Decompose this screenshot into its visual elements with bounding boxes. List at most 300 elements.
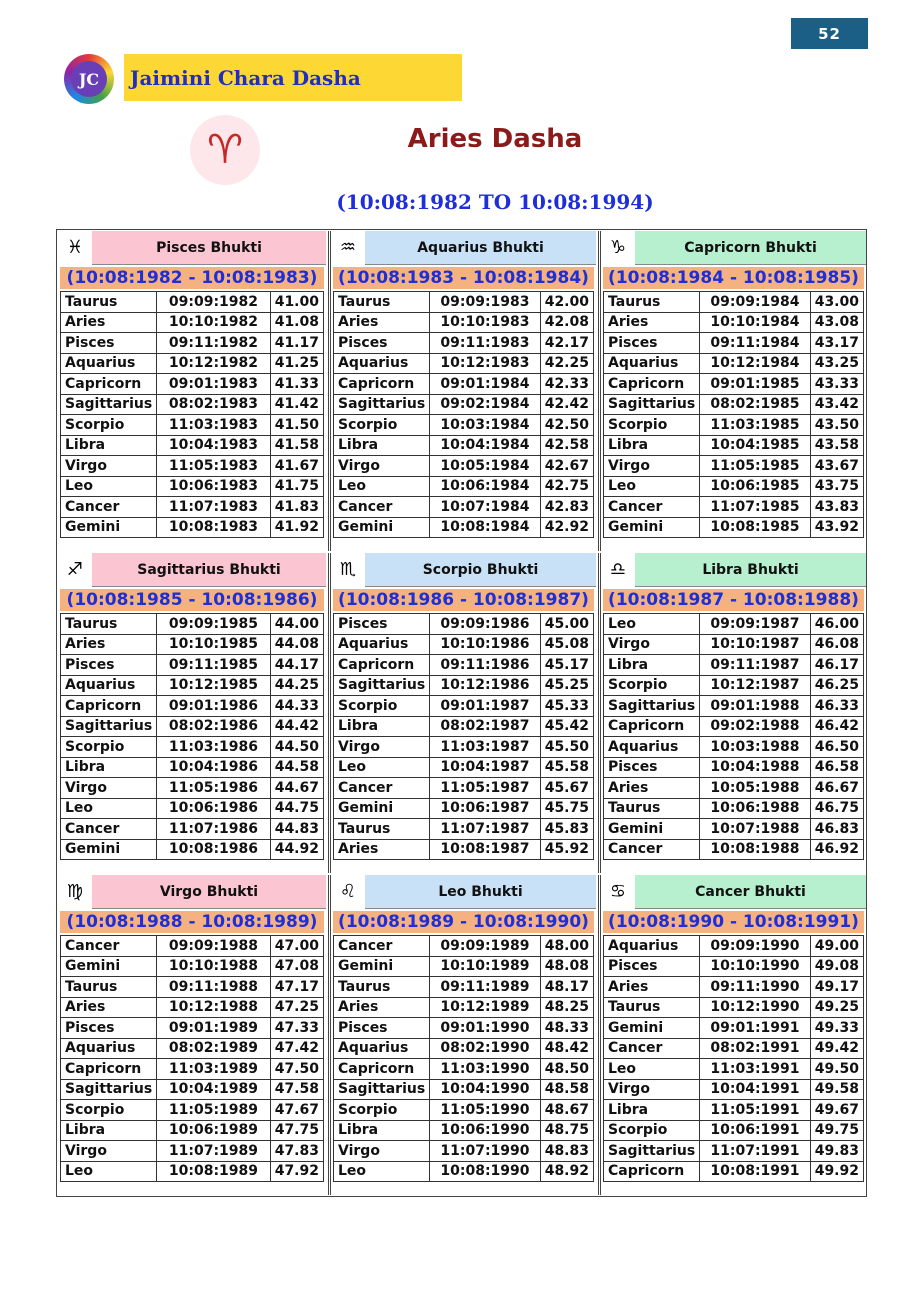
age-cell: 43.00: [810, 292, 863, 313]
date-cell: 10:08:1986: [157, 839, 271, 860]
table-row: [334, 655, 594, 676]
bhukti-table: [603, 935, 864, 1182]
date-cell: 11:05:1989: [157, 1100, 271, 1121]
age-cell: 46.00: [810, 614, 863, 635]
table-row: [61, 819, 324, 840]
age-cell: 47.67: [270, 1100, 323, 1121]
age-cell: 46.17: [810, 655, 863, 676]
bhukti-title: Capricorn Bhukti: [684, 239, 817, 256]
age-cell: 41.42: [270, 394, 323, 415]
table-row: [334, 497, 594, 518]
age-cell: 42.00: [540, 292, 593, 313]
table-row: [334, 696, 594, 717]
date-cell: 08:02:1983: [157, 394, 271, 415]
table-row: [604, 476, 864, 497]
age-cell: 49.83: [810, 1141, 863, 1162]
sign-cell: Capricorn: [61, 696, 157, 717]
sign-cell: Libra: [334, 435, 430, 456]
sign-cell: Scorpio: [604, 415, 700, 436]
table-row: [334, 312, 594, 333]
table-row: [61, 394, 324, 415]
bhukti-table: [603, 613, 864, 860]
date-cell: 10:10:1990: [700, 956, 811, 977]
sign-cell: Pisces: [604, 956, 700, 977]
table-row: [334, 394, 594, 415]
table-row: [334, 1161, 594, 1182]
age-cell: 47.58: [270, 1079, 323, 1100]
sign-cell: Libra: [604, 655, 700, 676]
bhukti-range: (10:08:1985 - 10:08:1986): [60, 589, 324, 611]
sign-cell: Libra: [334, 716, 430, 737]
age-cell: 43.08: [810, 312, 863, 333]
table-row: [604, 655, 864, 676]
date-cell: 10:04:1986: [157, 757, 271, 778]
age-cell: 46.83: [810, 819, 863, 840]
sign-cell: Capricorn: [334, 655, 430, 676]
age-cell: 43.33: [810, 374, 863, 395]
table-row: [61, 292, 324, 313]
date-cell: 10:06:1983: [157, 476, 271, 497]
bhukti-header: [58, 553, 326, 587]
age-cell: 45.08: [540, 634, 593, 655]
date-cell: 10:10:1988: [157, 956, 271, 977]
sign-cell: Aries: [604, 778, 700, 799]
date-cell: 10:08:1988: [700, 839, 811, 860]
table-row: [334, 333, 594, 354]
age-cell: 45.50: [540, 737, 593, 758]
sign-cell: Cancer: [334, 778, 430, 799]
table-row: [61, 936, 324, 957]
table-row: [61, 1059, 324, 1080]
date-cell: 09:01:1986: [157, 696, 271, 717]
sign-cell: Scorpio: [61, 415, 157, 436]
table-row: [334, 614, 594, 635]
date-cell: 09:09:1989: [430, 936, 541, 957]
bhukti-block: [328, 875, 596, 1195]
date-cell: 09:09:1987: [700, 614, 811, 635]
age-cell: 49.58: [810, 1079, 863, 1100]
sign-cell: Pisces: [334, 333, 430, 354]
table-row: [604, 333, 864, 354]
date-cell: 09:11:1982: [157, 333, 271, 354]
table-row: [61, 977, 324, 998]
sign-cell: Aquarius: [334, 1038, 430, 1059]
age-cell: 47.25: [270, 997, 323, 1018]
table-row: [61, 655, 324, 676]
age-cell: 42.42: [540, 394, 593, 415]
date-cell: 11:05:1991: [700, 1100, 811, 1121]
date-cell: 10:08:1989: [157, 1161, 271, 1182]
age-cell: 49.33: [810, 1018, 863, 1039]
bhukti-range: (10:08:1986 - 10:08:1987): [333, 589, 594, 611]
age-cell: 45.75: [540, 798, 593, 819]
bhukti-header: [601, 875, 866, 909]
sign-cell: Aquarius: [334, 634, 430, 655]
date-cell: 10:04:1984: [430, 435, 541, 456]
age-cell: 45.92: [540, 839, 593, 860]
age-cell: 43.25: [810, 353, 863, 374]
age-cell: 46.33: [810, 696, 863, 717]
date-cell: 09:09:1986: [430, 614, 541, 635]
age-cell: 41.58: [270, 435, 323, 456]
date-cell: 09:09:1984: [700, 292, 811, 313]
date-cell: 08:02:1989: [157, 1038, 271, 1059]
table-row: [604, 1141, 864, 1162]
age-cell: 49.50: [810, 1059, 863, 1080]
date-cell: 10:10:1984: [700, 312, 811, 333]
bhukti-range: (10:08:1982 - 10:08:1983): [60, 267, 324, 289]
sign-cell: Virgo: [604, 456, 700, 477]
sign-cell: Aquarius: [604, 353, 700, 374]
table-row: [61, 517, 324, 538]
sign-cell: Sagittarius: [61, 1079, 157, 1100]
sign-cell: Virgo: [604, 1079, 700, 1100]
age-cell: 48.08: [540, 956, 593, 977]
date-cell: 08:02:1990: [430, 1038, 541, 1059]
table-row: [604, 675, 864, 696]
date-cell: 11:07:1985: [700, 497, 811, 518]
sign-cell: Leo: [61, 1161, 157, 1182]
date-cell: 09:11:1989: [430, 977, 541, 998]
table-row: [61, 497, 324, 518]
table-row: [61, 839, 324, 860]
sign-cell: Scorpio: [334, 415, 430, 436]
date-cell: 11:03:1983: [157, 415, 271, 436]
table-row: [61, 614, 324, 635]
date-cell: 10:10:1982: [157, 312, 271, 333]
bhukti-header: [601, 553, 866, 587]
table-row: [604, 1161, 864, 1182]
date-cell: 08:02:1987: [430, 716, 541, 737]
age-cell: 49.67: [810, 1100, 863, 1121]
sign-cell: Leo: [334, 476, 430, 497]
age-cell: 49.17: [810, 977, 863, 998]
table-row: [334, 997, 594, 1018]
table-row: [61, 1161, 324, 1182]
date-cell: 10:06:1986: [157, 798, 271, 819]
age-cell: 42.08: [540, 312, 593, 333]
age-cell: 44.08: [270, 634, 323, 655]
table-row: [61, 1100, 324, 1121]
sign-cell: Pisces: [61, 333, 157, 354]
table-row: [604, 1038, 864, 1059]
age-cell: 46.25: [810, 675, 863, 696]
age-cell: 43.17: [810, 333, 863, 354]
sign-cell: Leo: [604, 1059, 700, 1080]
sign-cell: Aquarius: [604, 737, 700, 758]
date-cell: 10:06:1991: [700, 1120, 811, 1141]
table-row: [334, 819, 594, 840]
bhukti-title: Scorpio Bhukti: [422, 561, 539, 578]
sign-cell: Pisces: [334, 614, 430, 635]
dasha-title: Aries Dasha: [407, 124, 583, 154]
age-cell: 43.58: [810, 435, 863, 456]
table-row: [61, 757, 324, 778]
table-row: [334, 1018, 594, 1039]
age-cell: 47.75: [270, 1120, 323, 1141]
date-cell: 09:09:1988: [157, 936, 271, 957]
sign-cell: Taurus: [334, 977, 430, 998]
table-row: [334, 374, 594, 395]
date-cell: 10:08:1991: [700, 1161, 811, 1182]
age-cell: 47.33: [270, 1018, 323, 1039]
table-row: [334, 778, 594, 799]
sign-cell: Virgo: [334, 456, 430, 477]
sagittarius-icon: ♐: [58, 553, 92, 587]
sign-cell: Leo: [61, 798, 157, 819]
date-cell: 10:05:1984: [430, 456, 541, 477]
table-row: [61, 737, 324, 758]
age-cell: 43.67: [810, 456, 863, 477]
table-row: [604, 415, 864, 436]
age-cell: 47.00: [270, 936, 323, 957]
table-row: [61, 696, 324, 717]
table-row: [334, 1059, 594, 1080]
age-cell: 43.42: [810, 394, 863, 415]
sign-cell: Taurus: [604, 997, 700, 1018]
date-cell: 09:01:1991: [700, 1018, 811, 1039]
table-row: [61, 415, 324, 436]
date-cell: 09:01:1988: [700, 696, 811, 717]
bhukti-title: Aquarius Bhukti: [417, 239, 544, 256]
age-cell: 44.42: [270, 716, 323, 737]
bhukti-block: [328, 231, 596, 551]
table-row: [61, 997, 324, 1018]
date-cell: 10:08:1984: [430, 517, 541, 538]
bhukti-title: Libra Bhukti: [702, 561, 799, 578]
age-cell: 49.42: [810, 1038, 863, 1059]
date-cell: 10:06:1989: [157, 1120, 271, 1141]
sign-cell: Sagittarius: [61, 394, 157, 415]
sign-cell: Aries: [604, 977, 700, 998]
sign-cell: Cancer: [61, 819, 157, 840]
sign-cell: Libra: [334, 1120, 430, 1141]
age-cell: 46.67: [810, 778, 863, 799]
date-cell: 10:12:1986: [430, 675, 541, 696]
table-row: [334, 415, 594, 436]
date-cell: 10:08:1987: [430, 839, 541, 860]
sign-cell: Gemini: [61, 517, 157, 538]
bhukti-block: [58, 553, 326, 873]
table-row: [61, 634, 324, 655]
banner-title: Jaimini Chara Dasha: [130, 65, 361, 90]
sign-cell: Libra: [61, 435, 157, 456]
sign-cell: Taurus: [604, 798, 700, 819]
age-cell: 45.33: [540, 696, 593, 717]
table-row: [334, 956, 594, 977]
sign-cell: Gemini: [334, 517, 430, 538]
table-row: [334, 1141, 594, 1162]
table-row: [334, 517, 594, 538]
sign-cell: Cancer: [61, 497, 157, 518]
date-cell: 10:04:1983: [157, 435, 271, 456]
table-row: [604, 353, 864, 374]
age-cell: 48.75: [540, 1120, 593, 1141]
sign-cell: Scorpio: [334, 1100, 430, 1121]
sign-cell: Cancer: [61, 936, 157, 957]
age-cell: 41.00: [270, 292, 323, 313]
sign-cell: Aquarius: [61, 353, 157, 374]
age-cell: 47.17: [270, 977, 323, 998]
age-cell: 45.83: [540, 819, 593, 840]
age-cell: 48.58: [540, 1079, 593, 1100]
table-row: [334, 292, 594, 313]
sign-cell: Libra: [61, 757, 157, 778]
age-cell: 49.25: [810, 997, 863, 1018]
table-row: [334, 798, 594, 819]
sign-cell: Sagittarius: [604, 394, 700, 415]
sign-cell: Taurus: [61, 977, 157, 998]
bhukti-title: Cancer Bhukti: [695, 883, 806, 900]
sign-cell: Gemini: [61, 956, 157, 977]
age-cell: 44.92: [270, 839, 323, 860]
table-row: [604, 374, 864, 395]
date-cell: 11:05:1986: [157, 778, 271, 799]
bhukti-title: Virgo Bhukti: [159, 883, 259, 900]
scorpio-icon: ♏: [331, 553, 365, 587]
age-cell: 44.17: [270, 655, 323, 676]
bhukti-header: [331, 875, 596, 909]
sign-cell: Capricorn: [334, 374, 430, 395]
age-cell: 42.75: [540, 476, 593, 497]
date-cell: 11:03:1986: [157, 737, 271, 758]
date-cell: 10:06:1984: [430, 476, 541, 497]
date-cell: 11:05:1985: [700, 456, 811, 477]
date-cell: 09:02:1984: [430, 394, 541, 415]
age-cell: 48.00: [540, 936, 593, 957]
age-cell: 48.83: [540, 1141, 593, 1162]
age-cell: 43.83: [810, 497, 863, 518]
age-cell: 42.25: [540, 353, 593, 374]
sign-cell: Virgo: [61, 778, 157, 799]
table-row: [61, 1120, 324, 1141]
bhukti-table: [333, 935, 594, 1182]
date-cell: 10:08:1990: [430, 1161, 541, 1182]
date-cell: 09:01:1985: [700, 374, 811, 395]
sign-cell: Gemini: [334, 798, 430, 819]
date-cell: 10:06:1990: [430, 1120, 541, 1141]
date-cell: 09:11:1983: [430, 333, 541, 354]
table-row: [604, 1059, 864, 1080]
sign-cell: Scorpio: [604, 675, 700, 696]
date-cell: 10:07:1984: [430, 497, 541, 518]
sign-cell: Leo: [604, 614, 700, 635]
date-cell: 11:07:1989: [157, 1141, 271, 1162]
date-cell: 10:04:1987: [430, 757, 541, 778]
date-cell: 11:05:1983: [157, 456, 271, 477]
date-cell: 09:01:1984: [430, 374, 541, 395]
age-cell: 48.92: [540, 1161, 593, 1182]
age-cell: 44.83: [270, 819, 323, 840]
bhukti-block: [598, 875, 866, 1195]
table-row: [61, 798, 324, 819]
sign-cell: Scorpio: [334, 696, 430, 717]
date-cell: 08:02:1986: [157, 716, 271, 737]
date-cell: 09:09:1990: [700, 936, 811, 957]
table-row: [604, 977, 864, 998]
sign-cell: Aquarius: [604, 936, 700, 957]
sign-cell: Capricorn: [61, 1059, 157, 1080]
age-cell: 41.67: [270, 456, 323, 477]
age-cell: 45.42: [540, 716, 593, 737]
bhukti-header: [601, 231, 866, 265]
sign-cell: Cancer: [334, 497, 430, 518]
date-cell: 11:03:1985: [700, 415, 811, 436]
table-row: [61, 1079, 324, 1100]
table-row: [334, 977, 594, 998]
age-cell: 44.00: [270, 614, 323, 635]
sign-cell: Gemini: [604, 819, 700, 840]
table-row: [604, 737, 864, 758]
date-cell: 09:11:1986: [430, 655, 541, 676]
sign-cell: Sagittarius: [334, 394, 430, 415]
bhukti-block: [58, 875, 326, 1195]
table-row: [604, 936, 864, 957]
date-cell: 09:11:1984: [700, 333, 811, 354]
date-cell: 09:02:1988: [700, 716, 811, 737]
sign-cell: Aquarius: [334, 353, 430, 374]
sign-cell: Scorpio: [61, 1100, 157, 1121]
table-row: [604, 956, 864, 977]
table-row: [334, 1120, 594, 1141]
bhukti-range: (10:08:1988 - 10:08:1989): [60, 911, 324, 933]
table-row: [604, 819, 864, 840]
date-cell: 10:10:1987: [700, 634, 811, 655]
banner: [124, 54, 462, 101]
date-cell: 11:05:1990: [430, 1100, 541, 1121]
age-cell: 44.50: [270, 737, 323, 758]
sign-cell: Sagittarius: [334, 675, 430, 696]
age-cell: 48.25: [540, 997, 593, 1018]
sign-cell: Taurus: [334, 292, 430, 313]
date-cell: 10:04:1989: [157, 1079, 271, 1100]
sign-cell: Taurus: [334, 819, 430, 840]
table-row: [604, 1079, 864, 1100]
age-cell: 41.92: [270, 517, 323, 538]
age-cell: 47.50: [270, 1059, 323, 1080]
age-cell: 42.17: [540, 333, 593, 354]
table-row: [61, 956, 324, 977]
date-cell: 10:04:1991: [700, 1079, 811, 1100]
sign-cell: Virgo: [61, 456, 157, 477]
table-row: [61, 716, 324, 737]
age-cell: 46.50: [810, 737, 863, 758]
jc-logo-icon: [64, 54, 114, 104]
age-cell: 44.33: [270, 696, 323, 717]
table-row: [604, 839, 864, 860]
age-cell: 44.75: [270, 798, 323, 819]
sign-cell: Pisces: [334, 1018, 430, 1039]
age-cell: 48.42: [540, 1038, 593, 1059]
table-row: [334, 675, 594, 696]
age-cell: 42.50: [540, 415, 593, 436]
table-row: [334, 1079, 594, 1100]
date-cell: 10:12:1984: [700, 353, 811, 374]
date-cell: 09:01:1990: [430, 1018, 541, 1039]
bhukti-title: Leo Bhukti: [438, 883, 523, 900]
cancer-icon: ♋: [601, 875, 635, 909]
sign-cell: Virgo: [334, 1141, 430, 1162]
bhukti-table: [60, 935, 324, 1182]
sign-cell: Capricorn: [334, 1059, 430, 1080]
bhukti-range: (10:08:1983 - 10:08:1984): [333, 267, 594, 289]
age-cell: 47.42: [270, 1038, 323, 1059]
bhukti-range: (10:08:1990 - 10:08:1991): [603, 911, 864, 933]
table-row: [604, 435, 864, 456]
age-cell: 46.92: [810, 839, 863, 860]
age-cell: 41.83: [270, 497, 323, 518]
date-cell: 10:06:1987: [430, 798, 541, 819]
